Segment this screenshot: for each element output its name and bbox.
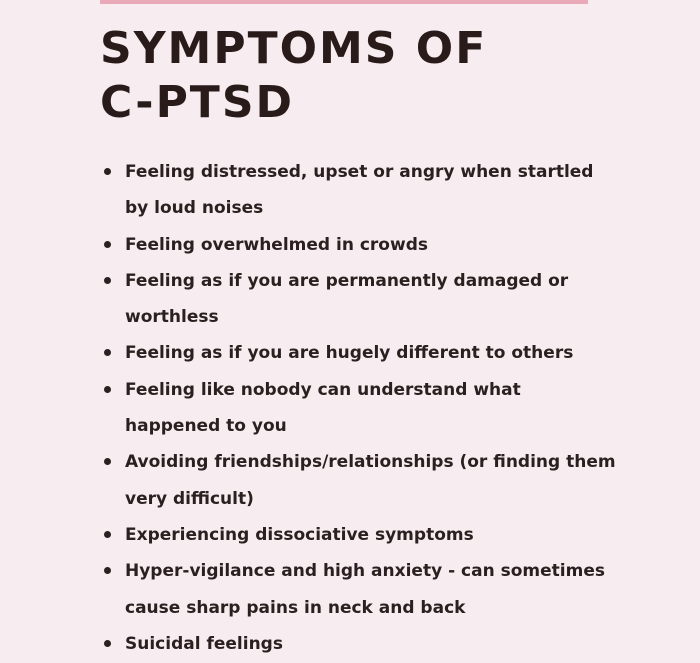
list-item [100,227,620,263]
bullet-icon [104,277,111,284]
bullet-icon [104,458,111,465]
list-item [100,372,620,445]
bullet-icon [104,168,111,175]
symptom-text: Hyper-vigilance and high anxiety - can sometimes cause sharp pains in neck and back [125,561,605,618]
bullet-icon [104,349,111,356]
title-line-1: SYMPTOMS OF [100,23,488,74]
symptom-text: Feeling as if you are permanently damaged or worthless [125,270,569,328]
symptom-text: Feeling like nobody can understand what happened to you [125,379,521,437]
list-item [100,154,620,227]
page-title [100,22,487,130]
title-line-2: C-PTSD [100,77,295,128]
symptom-text: Feeling distressed, upset or angry when startled by loud noises [125,162,594,219]
symptom-text: Suicidal feelings [125,633,283,654]
symptom-text: Feeling as if you are hugely different to others [125,343,574,364]
symptom-text: Avoiding friendships/relationships (or finding them very difficult) [125,452,616,509]
top-accent-bar [100,0,588,4]
bullet-icon [104,531,111,538]
list-item [100,444,620,517]
symptom-list [100,154,620,662]
list-item [100,263,620,336]
bullet-icon [104,567,111,574]
symptom-text: Experiencing dissociative symptoms [125,524,474,545]
bullet-icon [104,640,111,647]
bullet-icon [104,241,111,248]
bullet-icon [104,386,111,393]
list-item [100,553,620,626]
list-item [100,517,620,553]
list-item [100,335,620,371]
list-item [100,626,620,662]
symptom-text: Feeling overwhelmed in crowds [125,234,428,255]
